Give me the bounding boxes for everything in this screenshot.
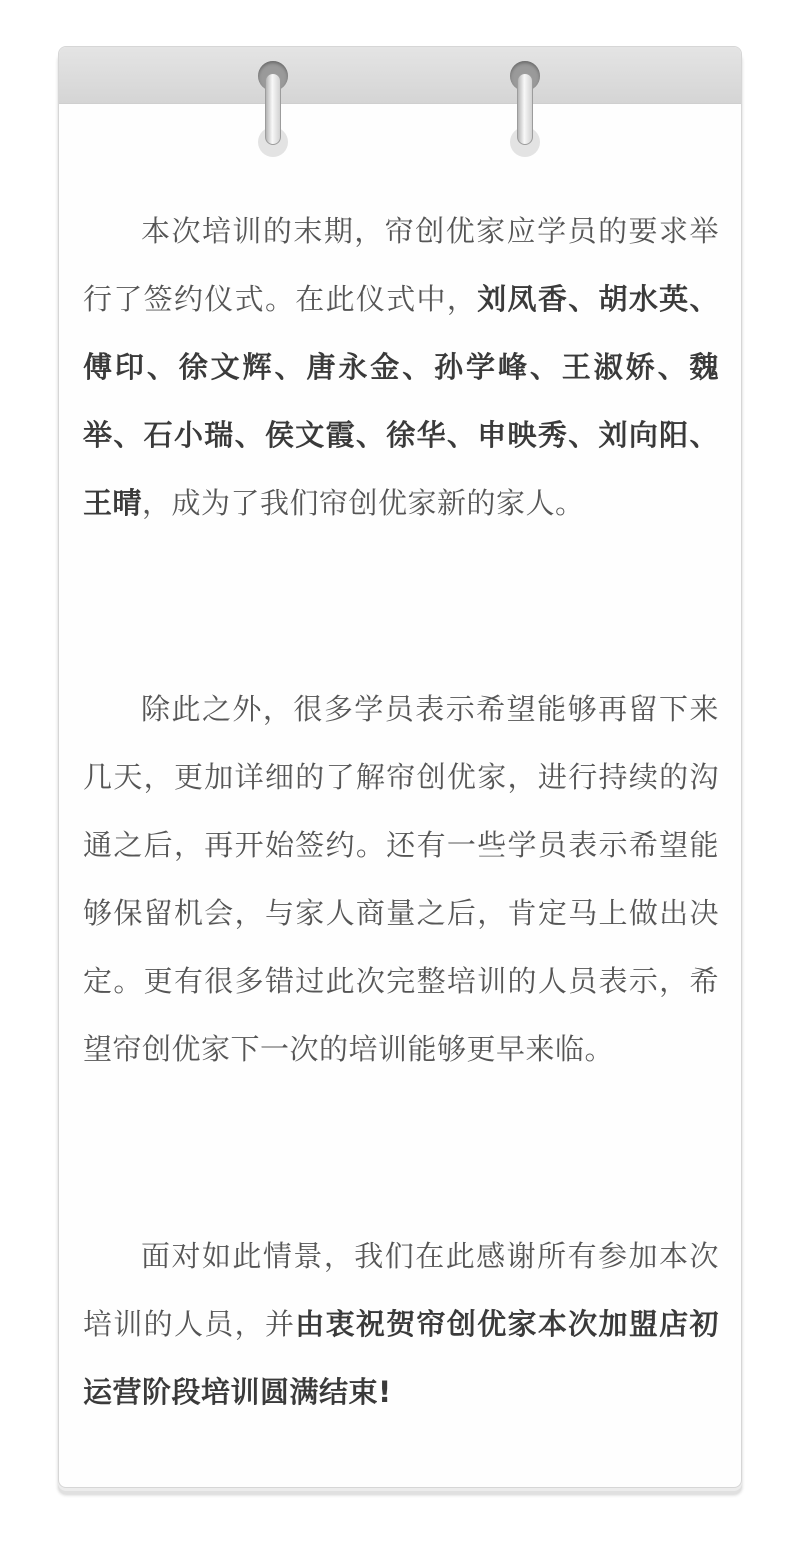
paragraph-signing-ceremony (83, 197, 719, 537)
signed-member-names: 刘凤香、胡水英、傅印、徐文辉、唐永金、孙学峰、王淑娇、魏举、石小瑞、侯文霞、徐华、申映秀、刘向阳、王晴 (83, 282, 719, 520)
binder-ring-icon (510, 61, 540, 157)
paragraph-1-intro: 本次培训的末期，帘创优家应学员的要求举行了签约仪式。在此仪式中， (83, 214, 719, 316)
paragraph-2-text: 除此之外，很多学员表示希望能够再留下来几天，更加详细的了解帘创优家，进行持续的沟通之后，再开始签约。还有一些学员表示希望能够保留机会，与家人商量之后，肯定马上做出决定。更有很多错过此次完整培训的人员表示，希望帘创优家下一次的培训能够更早来临。 (83, 692, 719, 1066)
paragraph-closing-thanks (83, 1222, 719, 1426)
paragraph-1-outro: ，成为了我们帘创优家新的家人。 (142, 486, 585, 520)
ring-wire (265, 73, 281, 145)
ring-wire (517, 73, 533, 145)
notepad-card (58, 46, 742, 1488)
closing-congratulation: 由衷祝贺帘创优家本次加盟店初运营阶段培训圆满结束! (83, 1307, 719, 1409)
notepad-header-strip (59, 47, 741, 104)
paragraph-student-feedback (83, 675, 719, 1083)
paragraph-3-intro: 面对如此情景，我们在此感谢所有参加本次培训的人员，并 (83, 1239, 719, 1341)
binder-ring-icon (258, 61, 288, 157)
